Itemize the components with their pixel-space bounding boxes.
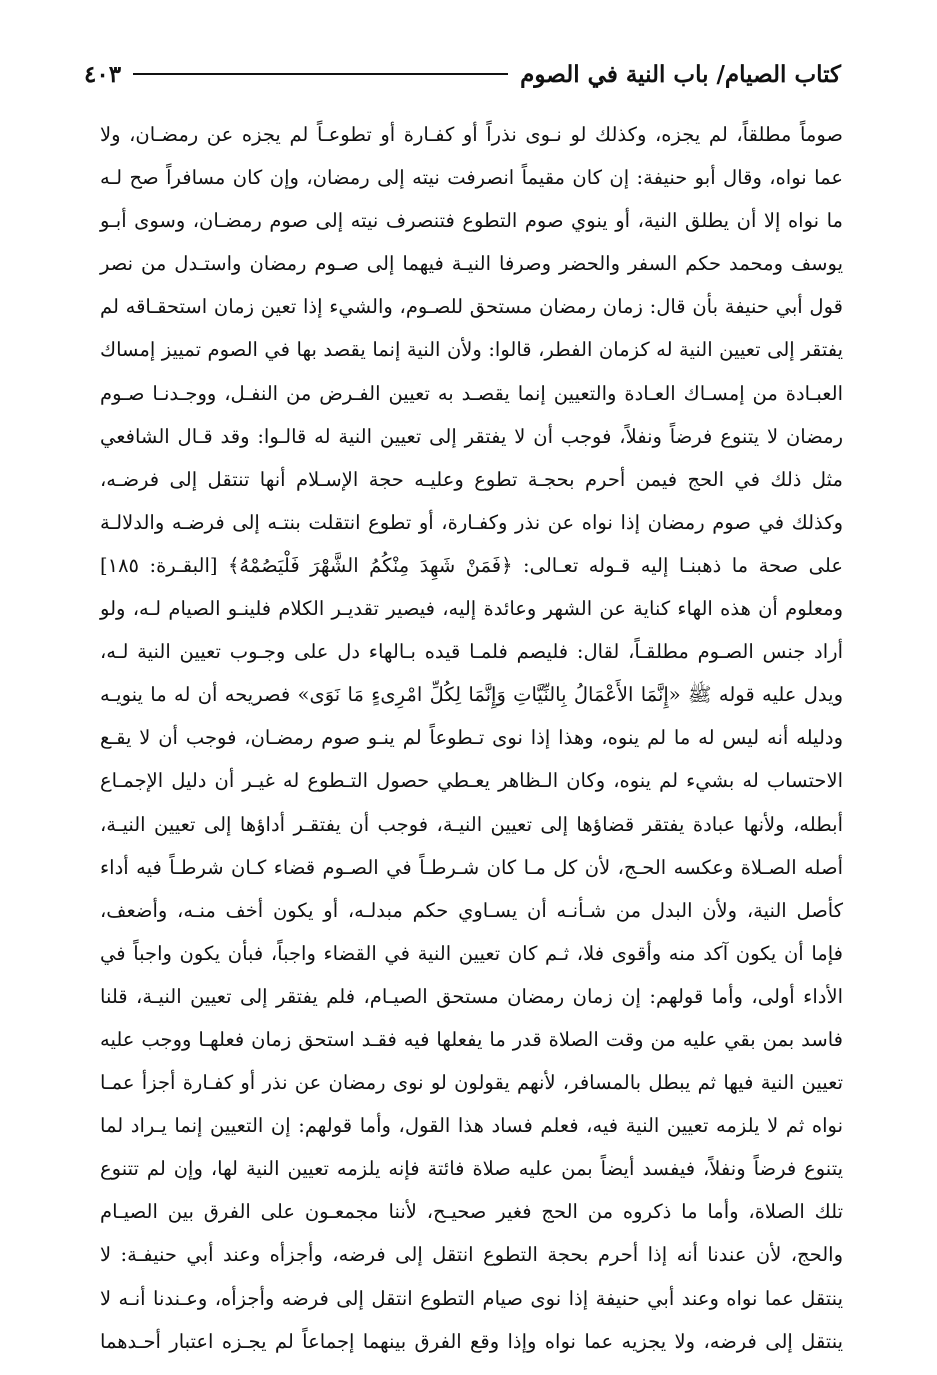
page-number: ٤٠٣ — [84, 60, 122, 88]
text-line: كأصل النية، ولأن البدل من شـأنـه أن يسـاوي حكم مبدلـه، أو يكون أخف منـه، وأضعف، — [100, 898, 843, 922]
text-line: أراد جنس الصـوم مطلقـاً، لقال: فليصم فلمـا قيده بـالهاء دل على وجـوب تعيين النية لـه، — [100, 640, 843, 664]
text-line: ودليله أنه ليس له ما لم ينوه، وهذا إذا نوى تـطوعاً لم ينـو صوم رمضـان، فوجب أن لا يقـع — [100, 726, 843, 750]
text-line: أصله الصـلاة وعكسه الحـج، لأن كل مـا كان شـرطـاً في الصـوم قضاء كـان شرطـاً فيه أداء — [100, 855, 843, 879]
hadith-line: ويدل عليه قوله ﷺ «إِنَّمَا الأَعْمَالُ بِالنِّيَّاتِ وَإِنَّمَا لِكُلِّ امْرِىءٍ مَا نَوَى» فصريحه أن له ما ينويـه — [100, 683, 843, 707]
text-line: يتنوع فرضاً ونفلاً، فيفسد أيضاً بمن عليه صلاة فائتة فإنه يلزمه تعيين النية لها، وإن لم تتنوع — [100, 1157, 843, 1181]
text-line: الأداء أولى، وأما قولهم: إن زمان رمضان مستحق الصيـام، فلم يفتقر إلى تعيين النيـة، قلنا — [100, 984, 843, 1008]
text-line: رمضان لا يتنوع فرضاً ونفلاً، فوجب أن لا يفتقر إلى تعيين النية له قالـوا: وقد قـال الشافعي — [100, 424, 843, 448]
text-line: ومعلوم أن هذه الهاء كناية عن الشهر وعائدة إليه، فيصير تقديـر الكلام فلينـو الصيام لـه، ولو — [100, 597, 843, 621]
text-line: أبطله، ولأنها عبادة يفتقر قضاؤها إلى تعيين النيـة، فوجب أن يفتقـر أداؤها إلى تعيين النيـة، — [100, 812, 843, 836]
text-line: قول أبي حنيفة بأن قال: زمان رمضان مستحق للصـوم، والشيء إذا تعين زمان استحقـاقه لم — [100, 295, 843, 319]
text-line: الاحتساب له بشيء لم ينوه، وكان الـظاهر يعـطي حصول التـطوع له غيـر أن دليل الإجمـاع — [100, 769, 843, 793]
text-line: ينتقل إلى فرضه، ولا يجزيه عما نواه وإذا وقع الفرق بينهما إجماعاً لم يجـزه اعتبار أحـدهما — [100, 1329, 843, 1353]
text-line: صوماً مطلقاً، لم يجزه، وكذلك لو نـوى نذراً أو كفـارة أو تطوعـاً لم يجزه عن رمضـان، ولا — [100, 123, 843, 146]
header-rule — [133, 73, 508, 75]
text-line: يوسف ومحمد حكم السفر والحضر وصرفا النيـة فيهما إلى صـوم رمضان واستـدل من نصر — [100, 252, 843, 276]
running-title: كتاب الصيام/ باب النية في الصوم — [520, 60, 841, 88]
text-line: نواه ثم لا يلزمه تعيين النية فيه، فعلم فساد هذا القول، وأما قولهم: إن التعيين إنما يـراد لما — [100, 1114, 843, 1138]
running-header — [84, 54, 841, 94]
text-line: وكذلك في صوم رمضان إذا نواه عن نذر وكفـارة، أو تطوع انتقلت بنتـه إلى فرضـه والدلالـة — [100, 510, 843, 534]
text-line: مثل ذلك في الحج فيمن أحرم بحجـة تطوع وعليـه حجة الإسـلام أنها تنتقل إلى فرضـه، — [100, 467, 843, 491]
text-line: والحج، لأن عندنا أنه إذا أحرم بحجة التطوع انتقل إلى فرضه، وأجزأه وعند أبي حنيفـة: لا — [100, 1243, 843, 1267]
text-line: تعيين النية فيها ثم يبطل بالمسافر، لأنهم يقولون لو نوى رمضان عن نذر أو كفـارة أجزأ عمـا — [100, 1071, 843, 1095]
text-line: العبـادة من إمسـاك العـادة والتعيين إنما يقصـد به تعيين الفـرض من النفـل، ووجـدنـا صـوم — [100, 381, 843, 405]
text-line: ينتقل عما نواه وعند أبي حنيفة إذا نوى صيام التطوع انتقل إلى فرضه وأجزأه، وعـندنا أنـه لا — [100, 1286, 843, 1310]
body-text — [100, 113, 843, 1363]
text-line: تلك الصلاة، وأما ما ذكروه من الحج فغير صحيـح، لأننا مجمعـون على الفرق بين الصيـام — [100, 1200, 843, 1224]
text-line: فإما أن يكون آكد منه وأقوى فلا، ثـم كان تعيين النية في القضاء واجباً، فبأن يكون واجباً في — [100, 941, 843, 965]
text-line: فاسد بمن بقي عليه من وقت الصلاة قدر ما يفعلها فيه فقـد استحق زمان فعلهـا ووجب عليه — [100, 1027, 843, 1051]
text-line: عما نواه، وقال أبو حنيفة: إن كان مقيماً انصرفت نيته إلى رمضان، وإن كان مسافراً صح لـه — [100, 166, 843, 190]
text-line: يفتقر إلى تعيين النية له كزمان الفطر، قالوا: ولأن النية إنما يقصد بها في الصوم تمييز إمساك — [100, 338, 843, 362]
quran-verse-line: على صحة ما ذهبنـا إليه قـوله تعـالى: ﴿فَمَنْ شَهِدَ مِنْكُمُ الشَّهْرَ فَلْيَصُمْهُ﴾ [البقـرة: ١٨٥] — [100, 553, 843, 577]
text-line: ما نواه إلا أن يطلق النية، أو ينوي صوم التطوع فتنصرف نيته إلى صوم رمضـان، وسوى أبـو — [100, 209, 843, 233]
